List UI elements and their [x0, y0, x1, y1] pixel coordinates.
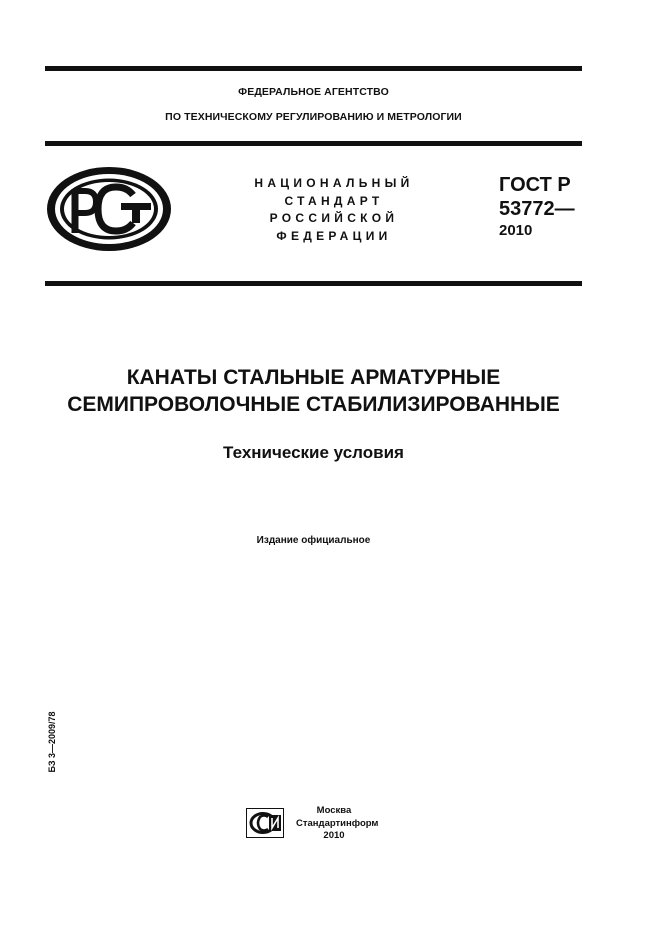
standard-type-line-2: СТАНДАРТ [284, 193, 384, 208]
title-line-2: СЕМИПРОВОЛОЧНЫЕ СТАБИЛИЗИРОВАННЫЕ [67, 393, 560, 416]
bottom-rule [45, 281, 582, 286]
standard-type-line-3: РОССИЙСКОЙ [269, 211, 399, 225]
standard-type-line-4: ФЕДЕРАЦИИ [276, 228, 392, 243]
middle-rule [45, 141, 582, 146]
publisher-block [296, 805, 379, 843]
agency-line-2: ПО ТЕХНИЧЕСКОМУ РЕГУЛИРОВАНИЮ И МЕТРОЛОГИИ [165, 111, 462, 123]
publisher-year: 2010 [323, 830, 345, 841]
publisher-city: Москва [316, 805, 352, 816]
standard-designation [499, 174, 575, 239]
agency-line-1: ФЕДЕРАЛЬНОЕ АГЕНТСТВО [238, 86, 389, 98]
standard-type-block [228, 175, 440, 245]
edition-label: Издание официальное [256, 535, 371, 546]
designation-prefix: ГОСТ Р [499, 174, 571, 196]
document-subtitle: Технические условия [223, 443, 404, 462]
designation-year: 2010 [499, 222, 533, 239]
document-title [45, 364, 582, 418]
designation-number: 53772— [499, 198, 575, 220]
top-rule [45, 66, 582, 71]
side-code: БЗ 3—2009/78 [47, 711, 57, 773]
standard-type-line-1: НАЦИОНАЛЬНЫЙ [254, 176, 414, 190]
standartinform-logo-icon [246, 808, 284, 838]
rst-certification-mark-icon [45, 165, 173, 253]
title-line-1: КАНАТЫ СТАЛЬНЫЕ АРМАТУРНЫЕ [126, 366, 501, 389]
publisher-name: Стандартинформ [296, 817, 379, 829]
